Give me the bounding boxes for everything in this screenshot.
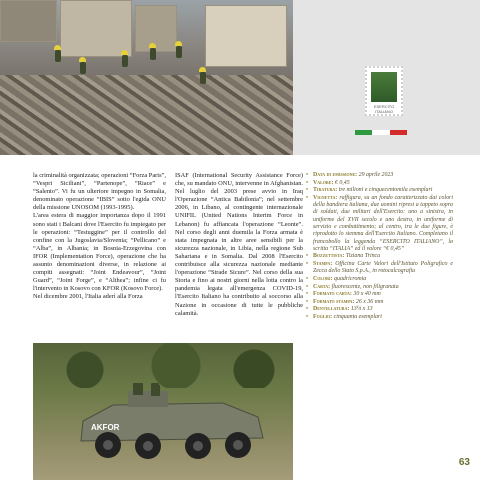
page-number: 63	[458, 457, 470, 468]
stamp-info-list	[306, 172, 453, 321]
armored-vehicle	[73, 383, 273, 463]
info-item: • Foglio: cinquanta esemplari	[306, 313, 382, 320]
paragraph: Nel dicembre 2001, l'Italia aderì alla Forza	[33, 293, 143, 301]
paragraph: L'area estera di maggior importanza dopo il 1991 sono stati i Balcani dove l'Esercito fu impiegato per le operazioni: “Testuggine” per il controllo del confine con la Jugoslavia/Slovenia; “Pellicano” e “Alba”, in Albania; in Bosnia-Erzegovina con IFOR (Implementation Force), operazione che ha assunto denominazioni diverse, in relazione ai compiti assegnati: “Joint Endeavour”, “Joint Guard”, “Joint Forge”, e “Althea”; infine ci fu l'intervento in Kosovo con KFOR (Kosovo Force).	[33, 212, 166, 293]
info-item: • Valore: € 0,45	[306, 179, 350, 186]
info-item: • Dentellatura: 13¼ x 13	[306, 306, 373, 313]
postage-stamp	[365, 66, 403, 116]
earthquake-rescue-photo	[0, 0, 293, 155]
flag-white	[372, 130, 389, 135]
info-item: • Vignetta: raffigura, su un fondo caratterizzato dai colori della bandiera italiana, due uomini ripresi a tappeto sopra di soldati, due militari dell'Esercito: uno a sinistra, in uniforme del XVII secolo e uno destra, in uniforme di servizio e combattimento; al centro, tra le due figure, è riprodotto lo stemma dell'Esercito Italiano. Completano il francobollo la leggenda “ESERCITO ITALIANO”, la scritta “ITALIA” ed il valore “€ 0,45”	[306, 194, 453, 252]
italian-flag-strip	[355, 130, 407, 135]
article-column-middle	[175, 172, 303, 318]
paragraph: ISAF (International Security Assistance Force) che, su mandato ONU, intervenne in Afghanistan. Nel luglio del 2003 prese avvio in Iraq l'Operazione “Antica Babilonia”; nel settembre 2006, in Libano, al contingente internazionale UNIFIL (United Nations Interim Force in Lebanon) fu affiancata l'operazione “Leonte”. Nel corso degli anni duemila la Forza armata è stata impegnata in altre aree sensibili per la sicurezza nazionale, in Libia, nella regione Sub Sahariana e in Somalia. Dal 2008 l'Esercito contribuisce alla sicurezza nazionale mediante l'operazione “Strade Sicure”. Nel corso della sua Storia e fino ai nostri giorni nella lotta contro la pandemia legata all'emergenza COVID-19, l'Esercito Italiano ha contribuito al soccorso alla Nazione in occasione di tutte le pubbliche calamità.	[175, 172, 303, 317]
stamp-image	[371, 72, 397, 102]
stamp-caption: ESERCITO ITALIANO	[373, 104, 395, 114]
info-item: • Colori: quadricromia	[306, 275, 367, 282]
info-item: • Data di emissione: 29 aprile 2023	[306, 172, 394, 178]
vehicle-marking: AKFOR	[91, 423, 120, 432]
info-item: • Bozzettista: Tiziana Trinca	[306, 253, 381, 260]
info-item: • Carta: fluorescente, non filigranata	[306, 283, 399, 290]
info-item: • Formato carta: 30 x 40 mm	[306, 291, 381, 298]
flag-red	[390, 130, 407, 135]
info-item: • Formato stampa: 26 x 36 mm	[306, 298, 384, 305]
armored-vehicle-photo	[33, 343, 293, 480]
flag-green	[355, 130, 372, 135]
stamp-details	[306, 172, 453, 322]
info-item: • Tiratura: tre milioni e cinquecentomila esemplari	[306, 187, 433, 194]
paragraph: la criminalità organizzata; operazioni “Forza Paris”, “Vespri Siciliani”, “Partenope”, “Riace” e “Salento”. Vi fu un ulteriore impegno in Somalia, denominato operazione “IBIS” sotto l'egida ONU della missione UNOSOM (1993-1995).	[33, 172, 166, 212]
info-item: • Stampa: Officina Carte Valori dell'Istituto Poligrafico e Zecca dello Stato S.p.A., in rotocalcografia	[306, 261, 453, 275]
article-column-left	[33, 172, 166, 302]
